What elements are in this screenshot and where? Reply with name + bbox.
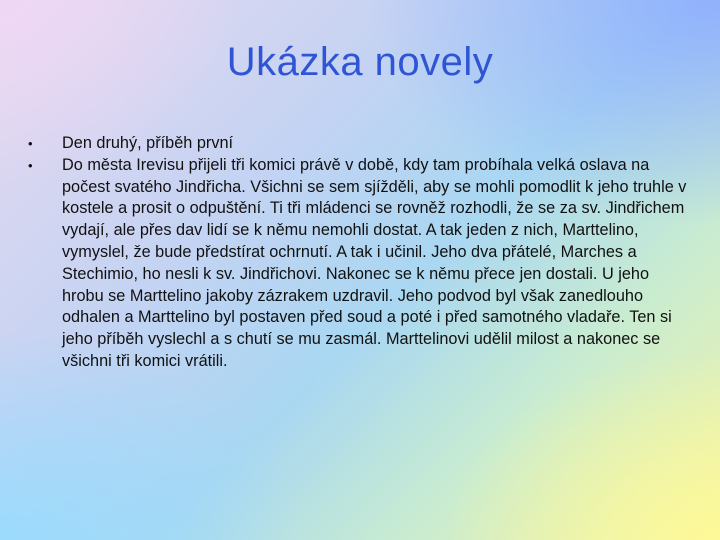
- slide-title: Ukázka novely: [226, 40, 494, 84]
- bullet-marker: •: [28, 157, 33, 173]
- bullet-item-story: [28, 155, 690, 373]
- bullet-text: Den druhý, příběh první: [62, 134, 234, 152]
- bullet-text: Do města Irevisu přijeli tři komici právě v době, kdy tam probíhala velká oslava na počest svatého Jindřicha. Všichni se sem sjížděli, aby se mohli pomodlit k jeho truhle v kostele a prosit o odpuštění. Ti tři mládenci se rovněž rozhodli, že se za sv. Jindřichem vydají, ale přes dav lidí se k němu nemohli dostat. A tak jeden z nich, Marttelino, vymyslel, že bude předstírat ochrnutí. A tak i učinil. Jeho dva přátelé, Marches a Stechimio, ho nesli k sv. Jindřichovi. Nakonec se k němu přece jen dostali. U jeho hrobu se Marttelino jakoby zázrakem uzdravil. Jeho podvod byl však zanedlouho odhalen a Marttelino byl postaven před soud a poté i před samotného vladaře. Ten si jeho příběh vyslechl a s chutí se mu zasmál. Marttelinovi udělil milost a nakonec se všichni tři komici vrátili.: [62, 155, 687, 370]
- bullet-marker: •: [28, 136, 33, 151]
- bullet-item-heading: [28, 133, 690, 155]
- bullet-list: [28, 133, 690, 373]
